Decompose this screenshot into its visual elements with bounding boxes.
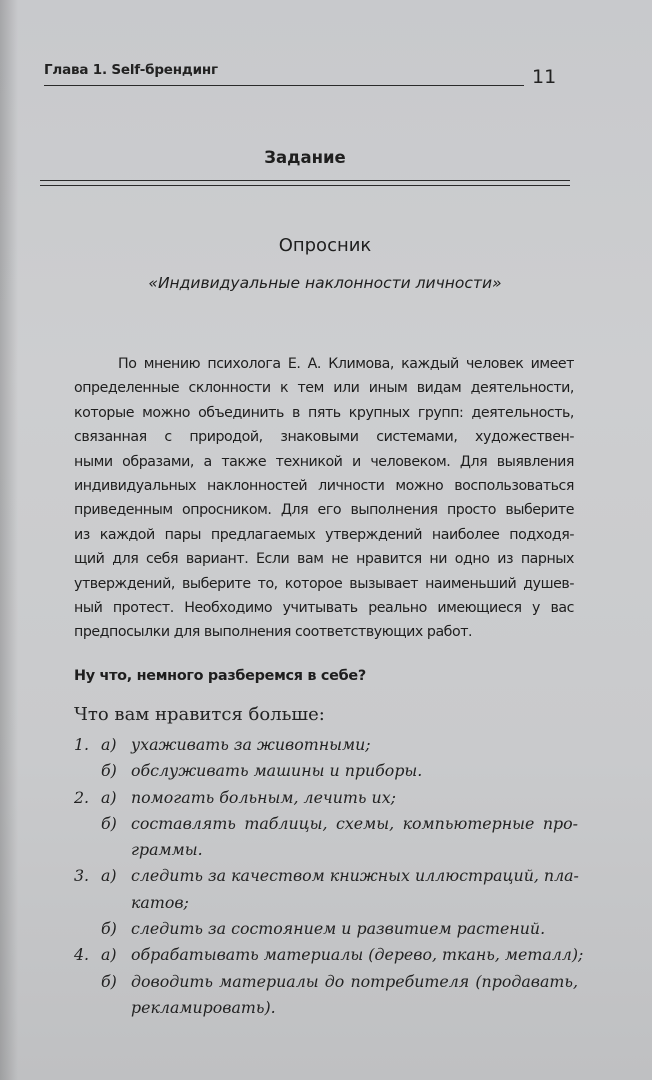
questionnaire-subtitle: «Индивидуальные наклонности личности» — [148, 274, 502, 292]
list-item-continuation — [74, 995, 578, 1021]
list-item-continuation — [74, 837, 578, 863]
item-number: 1. — [74, 735, 90, 754]
option-text: обслуживать машины и приборы. — [131, 761, 423, 781]
intro-line: По мнению психолога Е. А. Климова, каждый человек имеет — [118, 356, 574, 372]
option-text: следить за качеством книжных иллюстраций, пла- — [131, 866, 579, 886]
question-prompt: Что вам нравится больше: — [74, 704, 325, 725]
item-number: 3. — [74, 866, 90, 886]
intro-line: из каждой пары предлагаемых утверждений наиболее подходя- — [74, 526, 574, 543]
option-letter: б) — [101, 919, 117, 939]
intro-paragraph — [74, 352, 574, 645]
page-number: 11 — [532, 66, 557, 88]
option-text: ухаживать за животными; — [131, 735, 371, 754]
list-item-continuation — [74, 890, 578, 916]
intro-line: приведенным опросником. Для его выполнения просто выберите — [74, 502, 574, 519]
item-number: 2. — [74, 787, 90, 807]
option-text-continuation: граммы. — [131, 840, 203, 860]
list-item — [74, 942, 584, 968]
list-item — [74, 758, 578, 784]
questionnaire-title: Опросник — [278, 235, 372, 256]
item-number: 4. — [74, 945, 90, 965]
list-item — [74, 785, 578, 811]
intro-line: предпосылки для выполнения соответствующих работ. — [74, 624, 473, 641]
option-text: помогать больным, лечить их; — [131, 787, 396, 807]
list-item — [74, 863, 578, 889]
intro-line: связанная с природой, знаковыми системами, художествен- — [74, 429, 574, 446]
option-text: доводить материалы до потребителя (продавать, — [131, 971, 578, 991]
list-item — [74, 732, 578, 758]
section-title: Задание — [264, 148, 346, 167]
list-item — [74, 811, 578, 837]
list-item — [74, 916, 578, 942]
option-letter: а) — [101, 787, 117, 807]
intro-line: утверждений, выберите то, которое вызывает наименьший душев- — [74, 575, 574, 592]
running-head-rule — [44, 85, 524, 86]
list-item — [74, 969, 578, 995]
intro-line: ными образами, а также техникой и человеком. Для выявления — [74, 453, 574, 470]
option-letter: б) — [101, 813, 117, 833]
option-letter: а) — [101, 735, 117, 754]
intro-line: ный протест. Необходимо учитывать реально имеющиеся у вас — [74, 600, 574, 617]
option-letter: б) — [101, 761, 117, 781]
option-letter: б) — [101, 971, 117, 991]
question-list — [74, 732, 584, 1021]
intro-line: щий для себя вариант. Если вам не нравится ни одно из парных — [74, 551, 574, 568]
option-letter: а) — [101, 866, 117, 886]
option-text: обрабатывать материалы (дерево, ткань, металл); — [131, 945, 584, 965]
option-letter: а) — [101, 945, 117, 965]
intro-line: определенные склонности к тем или иным видам деятельности, — [74, 380, 574, 397]
option-text: составлять таблицы, схемы, компьютерные про- — [131, 813, 578, 833]
running-head-title: Глава 1. Self-брендинг — [44, 62, 218, 78]
section-double-rule — [40, 180, 570, 186]
option-text-continuation: катов; — [131, 892, 189, 912]
lead-question: Ну что, немного разберемся в себе? — [74, 668, 366, 684]
option-text-continuation: рекламировать). — [131, 997, 276, 1017]
intro-line: индивидуальных наклонностей личности можно воспользоваться — [74, 478, 574, 495]
option-text: следить за состоянием и развитием растений. — [131, 919, 546, 939]
intro-line: которые можно объединить в пять крупных групп: деятельность, — [74, 404, 574, 421]
